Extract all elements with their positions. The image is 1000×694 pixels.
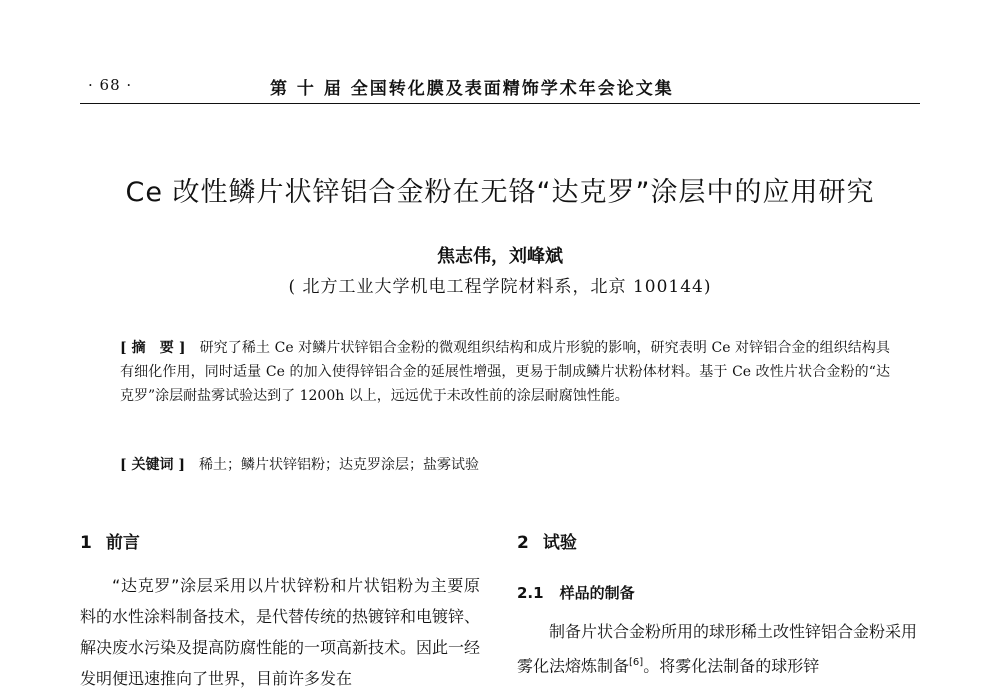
running-header: 第 十 届 全国转化膜及表面精饰学术年会论文集 [270, 79, 674, 99]
keywords [120, 454, 890, 476]
keywords-label: [ 关键词 ] [120, 457, 185, 473]
sample-prep-paragraph: 制备片状合金粉所用的球形稀土改性锌铝合金粉采用雾化法熔炼制备 [517, 622, 918, 676]
left-column-text [80, 570, 480, 694]
affiliation: ( 北方工业大学机电工程学院材料系，北京 100144) [288, 277, 712, 297]
intro-paragraph: “达克罗”涂层采用以片状锌粉和片状铝粉为主要原料的水性涂料制备技术，是代替传统的热镀锌和电镀锌、解决废水污染及提高防腐性能的一项高新技术。因此一经发明便迅速推向了世界，目前许多发在 [80, 576, 481, 688]
keywords-text: 稀土；鳞片状锌铝粉；达克罗涂层；盐雾试验 [199, 457, 479, 473]
sample-prep-paragraph-cont: 。将雾化法制备的球形锌 [643, 656, 820, 676]
article-title: Ce 改性鳞片状锌铝合金粉在无铬“达克罗”涂层中的应用研究 [125, 177, 875, 208]
abstract-label: [ 摘 要 ] [120, 340, 186, 356]
subsection-title: 样品的制备 [559, 584, 635, 602]
section-heading-introduction [80, 528, 140, 553]
subsection-heading-sample-prep [517, 582, 635, 603]
header-rule [80, 103, 920, 104]
abstract-text: 研究了稀土 Ce 对鳞片状锌铝合金粉的微观组织结构和成片形貌的影响，研究表明 Ce 对锌铝合金的组织结构具有细化作用，同时适量 Ce 的加入使得锌铝合金的延展性增强，更易于制成鳞片状粉体材料。基于 Ce 改性片状合金粉的“达克罗”涂层耐盐雾试验达到了 1200h 以上，远远优于未改性前的涂层耐腐蚀性能。 [120, 340, 890, 404]
section-number: 2 [517, 533, 529, 553]
subsection-number: 2.1 [517, 584, 544, 602]
section-title: 前言 [105, 533, 140, 553]
citation: [6] [629, 657, 644, 668]
authors: 焦志伟，刘峰斌 [437, 246, 563, 267]
section-number: 1 [80, 533, 92, 553]
abstract [120, 336, 890, 408]
right-column-text [517, 616, 917, 681]
section-title: 试验 [542, 533, 577, 553]
page-number: · 68 · [88, 76, 133, 94]
section-heading-experiment [517, 528, 577, 553]
